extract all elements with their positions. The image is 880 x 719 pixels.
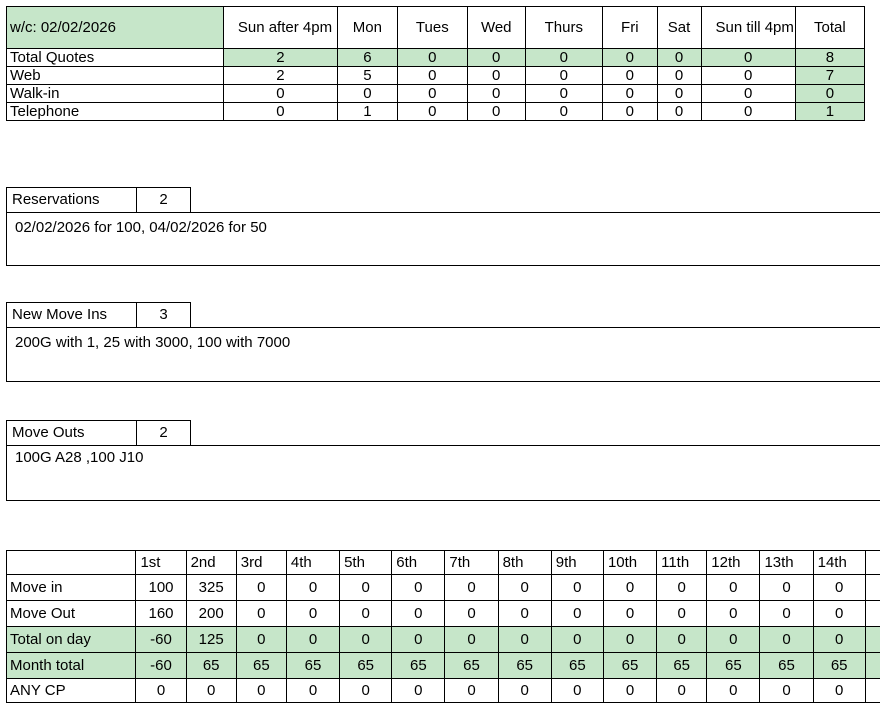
row-label[interactable]: Walk-in (7, 85, 224, 103)
data-cell[interactable]: 0 (223, 103, 337, 121)
day-header[interactable]: Sat (657, 7, 701, 49)
weekly-row-walk-in (7, 85, 865, 103)
day-header[interactable]: 14th (813, 551, 865, 575)
reservations-count[interactable]: 2 (137, 187, 191, 213)
data-cell[interactable]: 0 (701, 49, 795, 67)
move-ins-label[interactable]: New Move Ins (6, 302, 137, 328)
row-label[interactable]: Month total (7, 653, 136, 679)
row-label[interactable]: Telephone (7, 103, 224, 121)
data-cell[interactable]: 0 (392, 601, 445, 627)
data-cell[interactable]: 0 (551, 601, 603, 627)
data-cell[interactable]: 0 (603, 627, 656, 653)
data-cell[interactable]: 0 (525, 85, 603, 103)
move-outs-label[interactable]: Move Outs (6, 420, 137, 446)
data-cell[interactable]: 0 (657, 679, 707, 703)
data-cell[interactable]: 0 (223, 85, 337, 103)
day-header[interactable]: 13th (760, 551, 813, 575)
week-commencing-cell[interactable]: w/c: 02/02/2026 (7, 7, 224, 49)
data-cell[interactable]: 0 (603, 601, 656, 627)
weekly-header-row (7, 7, 865, 49)
data-cell[interactable]: 0 (445, 627, 498, 653)
data-cell[interactable]: 0 (236, 679, 286, 703)
data-cell[interactable]: 0 (701, 67, 795, 85)
data-cell[interactable]: 65 (551, 653, 603, 679)
data-cell[interactable]: 0 (657, 103, 701, 121)
day-header[interactable]: 3rd (236, 551, 286, 575)
day-header[interactable]: 10th (603, 551, 656, 575)
data-cell[interactable]: 0 (340, 575, 392, 601)
day-header[interactable]: 2nd (186, 551, 236, 575)
data-cell[interactable]: 0 (760, 575, 813, 601)
data-cell[interactable]: 0 (467, 49, 525, 67)
row-label[interactable]: ANY CP (7, 679, 136, 703)
weekly-row-total-quotes (7, 49, 865, 67)
overflow-cell[interactable] (865, 601, 880, 627)
data-cell[interactable]: 0 (707, 627, 760, 653)
row-label[interactable]: Total on day (7, 627, 136, 653)
data-cell[interactable]: -60 (136, 627, 186, 653)
data-cell[interactable]: 125 (186, 627, 236, 653)
data-cell[interactable]: 2 (223, 49, 337, 67)
data-cell[interactable]: 0 (760, 627, 813, 653)
data-cell[interactable]: 0 (603, 67, 657, 85)
row-label[interactable]: Move in (7, 575, 136, 601)
data-cell[interactable]: 0 (525, 49, 603, 67)
overflow-cell[interactable] (865, 575, 880, 601)
data-cell[interactable]: 0 (707, 679, 760, 703)
data-cell[interactable]: 0 (397, 67, 467, 85)
corner-cell (7, 551, 136, 575)
move-outs-count[interactable]: 2 (137, 420, 191, 446)
data-cell[interactable]: 0 (286, 679, 339, 703)
data-cell[interactable]: 0 (397, 103, 467, 121)
data-cell[interactable]: 0 (340, 679, 392, 703)
data-cell[interactable]: 0 (392, 679, 445, 703)
data-cell[interactable]: 0 (498, 601, 551, 627)
data-cell[interactable]: 100 (136, 575, 186, 601)
overflow-cell[interactable] (865, 679, 880, 703)
day-header[interactable]: Thurs (525, 7, 603, 49)
data-cell[interactable]: 65 (603, 653, 656, 679)
data-cell[interactable]: 65 (236, 653, 286, 679)
data-cell[interactable]: 0 (186, 679, 236, 703)
data-cell[interactable]: -60 (136, 653, 186, 679)
monthly-row-move-out (7, 601, 880, 627)
data-cell[interactable]: 0 (445, 601, 498, 627)
row-label[interactable]: Total Quotes (7, 49, 224, 67)
data-cell[interactable]: 0 (701, 85, 795, 103)
data-cell[interactable]: 0 (657, 85, 701, 103)
data-cell[interactable]: 0 (392, 627, 445, 653)
weekly-quotes-table (6, 6, 865, 121)
data-cell[interactable]: 0 (338, 85, 398, 103)
data-cell[interactable]: 65 (186, 653, 236, 679)
day-header[interactable]: 9th (551, 551, 603, 575)
data-cell[interactable]: 0 (136, 679, 186, 703)
day-header[interactable]: Mon (338, 7, 398, 49)
data-cell[interactable]: 0 (467, 67, 525, 85)
data-cell[interactable]: 0 (760, 679, 813, 703)
data-cell[interactable]: 0 (551, 575, 603, 601)
data-cell[interactable]: 0 (701, 103, 795, 121)
data-cell[interactable]: 6 (338, 49, 398, 67)
data-cell[interactable]: 0 (813, 679, 865, 703)
data-cell[interactable]: 0 (286, 575, 339, 601)
total-header[interactable]: Total (795, 7, 864, 49)
data-cell[interactable]: 200 (186, 601, 236, 627)
data-cell[interactable]: 0 (657, 627, 707, 653)
monthly-row-month-total (7, 653, 880, 679)
data-cell[interactable]: 0 (813, 601, 865, 627)
weekly-row-telephone (7, 103, 865, 121)
data-cell[interactable]: 0 (340, 601, 392, 627)
data-cell[interactable]: 1 (338, 103, 398, 121)
data-cell[interactable]: 0 (657, 67, 701, 85)
total-cell[interactable]: 8 (795, 49, 864, 67)
day-header[interactable]: 8th (498, 551, 551, 575)
data-cell[interactable]: 5 (338, 67, 398, 85)
data-cell[interactable]: 0 (525, 67, 603, 85)
data-cell[interactable]: 0 (657, 49, 701, 67)
data-cell[interactable]: 0 (498, 679, 551, 703)
data-cell[interactable]: 0 (340, 627, 392, 653)
data-cell[interactable]: 65 (813, 653, 865, 679)
monthly-row-total-on-day (7, 627, 880, 653)
data-cell[interactable]: 0 (286, 601, 339, 627)
data-cell[interactable]: 0 (657, 575, 707, 601)
data-cell[interactable]: 0 (286, 627, 339, 653)
data-cell[interactable]: 0 (397, 49, 467, 67)
data-cell[interactable]: 0 (445, 575, 498, 601)
day-header[interactable]: 12th (707, 551, 760, 575)
data-cell[interactable]: 65 (340, 653, 392, 679)
monthly-table (6, 550, 880, 703)
data-cell[interactable]: 0 (525, 103, 603, 121)
day-header[interactable]: 5th (340, 551, 392, 575)
data-cell[interactable]: 65 (392, 653, 445, 679)
data-cell[interactable]: 0 (707, 575, 760, 601)
data-cell[interactable]: 0 (392, 575, 445, 601)
move-ins-count[interactable]: 3 (137, 302, 191, 328)
data-cell[interactable]: 0 (551, 627, 603, 653)
total-cell[interactable]: 7 (795, 67, 864, 85)
reservations-details[interactable]: 02/02/2026 for 100, 04/02/2026 for 50 (6, 212, 880, 266)
overflow-cell[interactable] (865, 627, 880, 653)
data-cell[interactable]: 0 (603, 575, 656, 601)
data-cell[interactable]: 0 (498, 627, 551, 653)
overflow-cell[interactable] (865, 551, 880, 575)
total-cell[interactable]: 1 (795, 103, 864, 121)
data-cell[interactable]: 0 (236, 601, 286, 627)
monthly-row-move-in (7, 575, 880, 601)
data-cell[interactable]: 65 (498, 653, 551, 679)
data-cell[interactable]: 0 (467, 103, 525, 121)
data-cell[interactable]: 160 (136, 601, 186, 627)
data-cell[interactable]: 65 (760, 653, 813, 679)
day-header[interactable]: 7th (445, 551, 498, 575)
data-cell[interactable]: 0 (813, 627, 865, 653)
day-header[interactable]: 1st (136, 551, 186, 575)
data-cell[interactable]: 0 (603, 679, 656, 703)
day-header[interactable]: 4th (286, 551, 339, 575)
move-outs-details[interactable]: 100G A28 ,100 J10 (6, 445, 880, 501)
data-cell[interactable]: 0 (657, 601, 707, 627)
data-cell[interactable]: 0 (445, 679, 498, 703)
data-cell[interactable]: 0 (813, 575, 865, 601)
data-cell[interactable]: 2 (223, 67, 337, 85)
day-header[interactable]: Sun after 4pm (223, 7, 337, 49)
data-cell[interactable]: 65 (657, 653, 707, 679)
day-header[interactable]: 11th (657, 551, 707, 575)
data-cell[interactable]: 0 (603, 103, 657, 121)
reservations-label[interactable]: Reservations (6, 187, 137, 213)
data-cell[interactable]: 65 (445, 653, 498, 679)
day-header[interactable]: 6th (392, 551, 445, 575)
day-header[interactable]: Sun till 4pm (701, 7, 795, 49)
weekly-row-web (7, 67, 865, 85)
monthly-row-any-cp (7, 679, 880, 703)
data-cell[interactable]: 0 (397, 85, 467, 103)
row-label[interactable]: Web (7, 67, 224, 85)
data-cell[interactable]: 0 (236, 627, 286, 653)
data-cell[interactable]: 0 (551, 679, 603, 703)
monthly-header-row (7, 551, 880, 575)
data-cell[interactable]: 65 (286, 653, 339, 679)
data-cell[interactable]: 65 (707, 653, 760, 679)
data-cell[interactable]: 0 (603, 85, 657, 103)
data-cell[interactable]: 0 (707, 601, 760, 627)
data-cell[interactable]: 0 (760, 601, 813, 627)
overflow-cell[interactable] (865, 653, 880, 679)
data-cell[interactable]: 325 (186, 575, 236, 601)
data-cell[interactable]: 0 (467, 85, 525, 103)
day-header[interactable]: Fri (603, 7, 657, 49)
data-cell[interactable]: 0 (603, 49, 657, 67)
row-label[interactable]: Move Out (7, 601, 136, 627)
move-ins-details[interactable]: 200G with 1, 25 with 3000, 100 with 7000 (6, 327, 880, 382)
total-cell[interactable]: 0 (795, 85, 864, 103)
day-header[interactable]: Tues (397, 7, 467, 49)
day-header[interactable]: Wed (467, 7, 525, 49)
data-cell[interactable]: 0 (236, 575, 286, 601)
data-cell[interactable]: 0 (498, 575, 551, 601)
